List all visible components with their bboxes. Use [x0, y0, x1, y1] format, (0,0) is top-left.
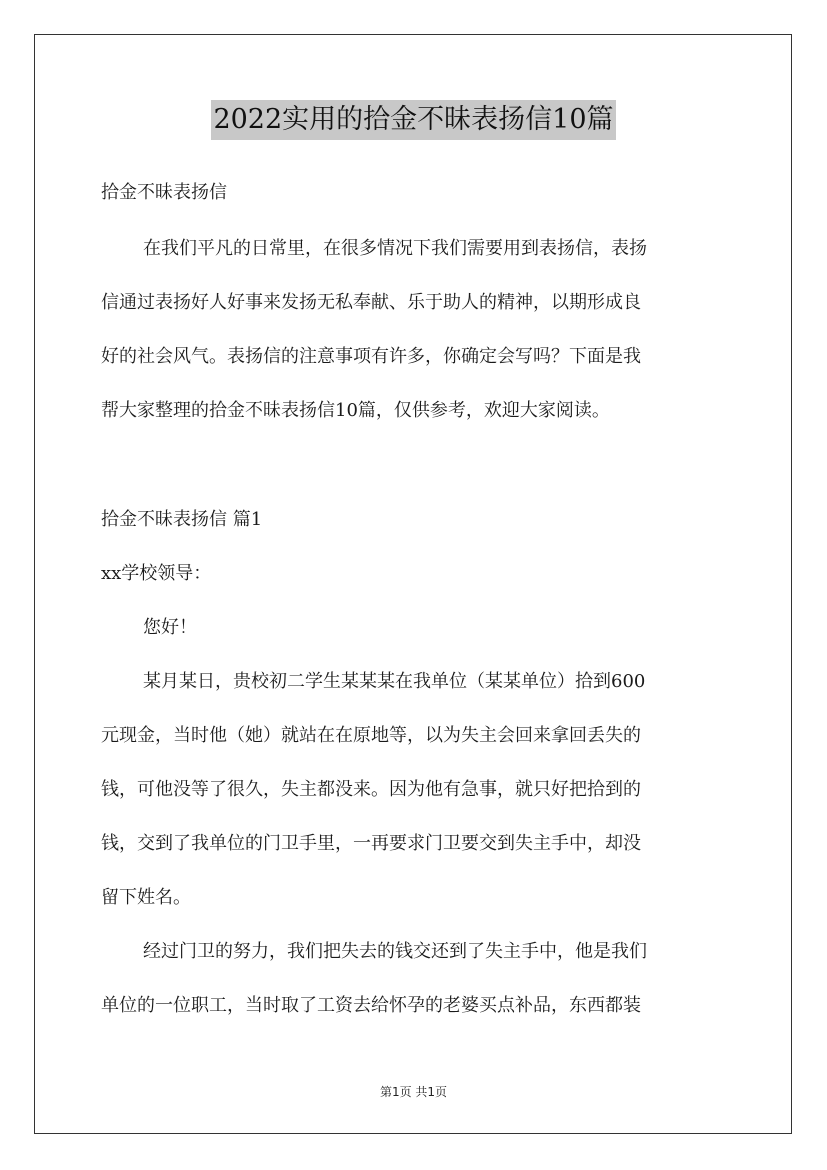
para2-line-2: 单位的一位职工，当时取了工资去给怀孕的老婆买点补品，东西都装	[101, 995, 641, 1016]
para1-line-1: 某月某日，贵校初二学生某某某在我单位（某某单位）拾到600	[143, 671, 646, 692]
page-footer: 第1页 共1页	[379, 1085, 448, 1099]
title-container	[0, 100, 827, 140]
para1-line-5: 留下姓名。	[101, 887, 191, 908]
salutation: xx学校领导：	[101, 563, 212, 584]
para1-line-4: 钱，交到了我单位的门卫手里，一再要求门卫要交到失主手中，却没	[101, 833, 641, 854]
intro-line-1: 在我们平凡的日常里，在很多情况下我们需要用到表扬信，表扬	[143, 238, 647, 259]
intro-line-2: 信通过表扬好人好事来发扬无私奉献、乐于助人的精神，以期形成良	[101, 292, 641, 313]
letter-heading: 拾金不昧表扬信 篇1	[101, 509, 263, 530]
para1-line-3: 钱，可他没等了很久，失主都没来。因为他有急事，就只好把拾到的	[101, 779, 641, 800]
section-heading: 拾金不昧表扬信	[101, 182, 227, 203]
intro-line-3: 好的社会风气。表扬信的注意事项有许多，你确定会写吗？下面是我	[101, 346, 641, 367]
document-title: 2022实用的拾金不昧表扬信10篇	[211, 100, 615, 140]
intro-line-4: 帮大家整理的拾金不昧表扬信10篇，仅供参考，欢迎大家阅读。	[101, 400, 610, 421]
para2-line-1: 经过门卫的努力，我们把失去的钱交还到了失主手中，他是我们	[143, 941, 647, 962]
para1-line-2: 元现金，当时他（她）就站在在原地等，以为失主会回来拿回丢失的	[101, 725, 641, 746]
greeting: 您好！	[143, 617, 197, 638]
